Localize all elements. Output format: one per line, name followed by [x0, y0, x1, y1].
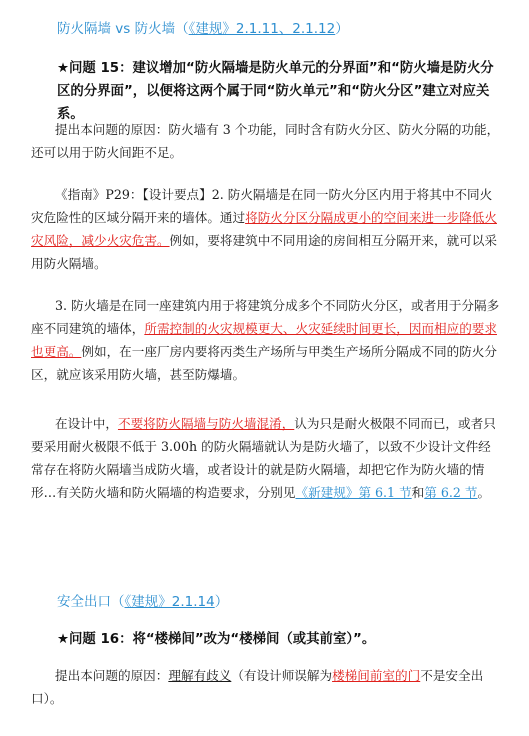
section-heading-safety-exit: 安全出口（《建规》2.1.14） [57, 594, 229, 610]
reason-16: 提出本问题的原因：理解有歧义（有设计师误解为楼梯间前室的门不是安全出口）。 [31, 668, 484, 706]
ref-link-6-1[interactable]: 《新建规》第 6.1 节 [295, 485, 412, 500]
question-16: ★问题 16：将“楼梯间”改为“楼梯间（或其前室）”。 [57, 632, 376, 647]
section-heading-fire-walls: 防火隔墙 vs 防火墙（《建规》2.1.11、2.1.12） [57, 21, 349, 37]
section-ref-link[interactable]: 《建规》2.1.14 [124, 594, 215, 610]
guide-paragraph: 《指南》P29：【设计要点】2. 防火隔墙是在同一防火分区内用于将其中不同火灾危险性的区域分隔开来的墙体。通过将防火分区分隔成更小的空间来进一步降低火灾风险，减少火灾危害。例如，要将建筑中不同用途的房间相互分隔开来，就可以采用防火隔墙。 [31, 187, 497, 271]
guide-highlight: 将防火分区分隔成更小的空间来进一步降低火灾风险，减少火灾危害。 [31, 210, 497, 248]
front-room-door-highlight: 楼梯间前室的门 [332, 668, 421, 683]
reason-15: 提出本问题的原因：防火墙有 3 个功能，同时含有防火分区、防火分隔的功能，还可以用于防火间距不足。 [31, 122, 500, 160]
point-3-paragraph: 3. 防火墙是在同一座建筑内用于将建筑分成多个不同防火分区，或者用于分隔多座不同建筑的墙体，所需控制的火灾规模更大、火灾延续时间更长，因而相应的要求也更高。例如，在一座厂房内要将丙类生产场所与甲类生产场所分隔成不同的防火分区，就应该采用防火墙，甚至防爆墙。 [31, 298, 500, 382]
design-paragraph: 在设计中，不要将防火隔墙与防火墙混淆，认为只是耐火极限不同而已，或者只要采用耐火极限不低于 3.00h 的防火隔墙就认为是防火墙了，以致不少设计文件经常存在将防火隔墙当成防火墙，或者设计的就是防火隔墙，却把它作为防火墙的情形…有关防火墙和防火隔墙的构造要求，分别见《新建规》第 6.1 节和第 6.2 节。 [31, 416, 496, 500]
ambiguity-underline: 理解有歧义 [168, 668, 232, 683]
design-highlight: 不要将防火隔墙与防火墙混淆， [117, 416, 295, 431]
point-3-highlight: 所需控制的火灾规模更大、火灾延续时间更长，因而相应的要求也更高。 [31, 321, 497, 359]
section-ref-link[interactable]: 《建规》2.1.11、2.1.12 [188, 21, 336, 37]
ref-link-6-2[interactable]: 第 6.2 节 [424, 485, 478, 500]
question-15: ★问题 15：建议增加“防火隔墙是防火单元的分界面”和“防火墙是防火分区的分界面”，以便将这两个属于同“防火单元”和“防火分区”建立对应关系。 [57, 61, 494, 122]
